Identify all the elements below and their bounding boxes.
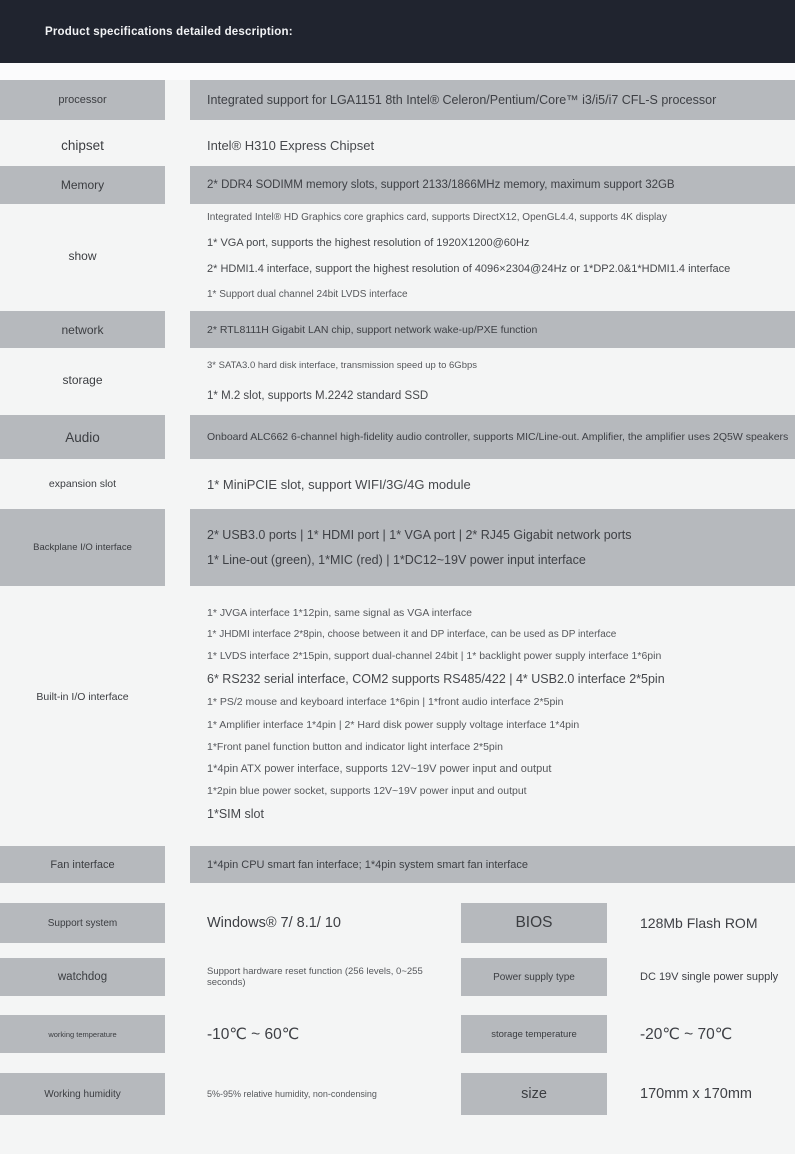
row-builtin-io-line: 1* PS/2 mouse and keyboard interface 1*6pin | 1*front audio interface 2*5pin (207, 696, 564, 709)
row-backplane-io-line: 2* USB3.0 ports | 1* HDMI port | 1* VGA port | 2* RJ45 Gigabit network ports (207, 528, 632, 542)
row-watchdog-value: Support hardware reset function (256 levels, 0~255 seconds) (207, 966, 423, 988)
row-storage-temperature-value: -20℃ ~ 70℃ (640, 1025, 733, 1043)
row-chipset-label: chipset (61, 137, 104, 153)
row-working-temperature-value: -10℃ ~ 60℃ (207, 1025, 300, 1043)
row-fan-interface (0, 846, 795, 883)
row-watchdog (0, 958, 795, 996)
row-memory (0, 166, 795, 204)
row-chipset (0, 124, 795, 166)
row-processor-value: Integrated support for LGA1151 8th Intel® Celeron/Pentium/Core™ i3/i5/i7 CFL-S processor (207, 93, 717, 107)
row-working-humidity (0, 1073, 795, 1115)
row-bios-value: 128Mb Flash ROM (640, 915, 758, 931)
row-builtin-io-line: 6* RS232 serial interface, COM2 supports RS485/422 | 4* USB2.0 interface 2*5pin (207, 672, 665, 687)
row-working-temperature-label: working temperature (0, 1015, 165, 1053)
row-backplane-io-line: 1* Line-out (green), 1*MIC (red) | 1*DC12~19V power input interface (207, 553, 586, 567)
row-builtin-io-line: 1* JVGA interface 1*12pin, same signal as VGA interface (207, 607, 472, 619)
row-audio-value: Onboard ALC662 6-channel high-fidelity audio controller, supports MIC/Line-out. Amplifier, the amplifier uses 2Q5W speakers (207, 431, 789, 443)
page-title: Product specifications detailed description: (45, 25, 293, 38)
row-working-humidity-value: 5%-95% relative humidity, non-condensing (207, 1089, 377, 1099)
row-power-supply-label: Power supply type (461, 958, 607, 996)
row-working-temperature (0, 1015, 795, 1053)
row-network-label: network (0, 311, 165, 348)
row-display-line: Integrated Intel® HD Graphics core graphics card, supports DirectX12, OpenGL4.4, supports 4K display (207, 212, 667, 223)
row-memory-label: Memory (0, 166, 165, 204)
row-display-line: 1* Support dual channel 24bit LVDS interface (207, 289, 408, 300)
header-separator (0, 63, 795, 80)
row-network (0, 311, 795, 348)
row-storage (0, 350, 795, 410)
row-builtin-io-line: 1* Amplifier interface 1*4pin | 2* Hard disk power supply voltage interface 1*4pin (207, 718, 580, 731)
row-power-supply-value: DC 19V single power supply (640, 971, 779, 983)
row-builtin-io (0, 587, 795, 839)
row-display-label: show (68, 249, 97, 263)
row-size-label: size (461, 1073, 607, 1115)
row-backplane-io (0, 509, 795, 586)
row-storage-line: 1* M.2 slot, supports M.2242 standard SSD (207, 390, 429, 402)
row-builtin-io-line: 1*4pin ATX power interface, supports 12V~19V power input and output (207, 762, 552, 775)
row-storage-temperature-label: storage temperature (461, 1015, 607, 1053)
row-memory-value: 2* DDR4 SODIMM memory slots, support 2133/1866MHz memory, maximum support 32GB (207, 179, 675, 191)
row-builtin-io-line: 1* LVDS interface 2*15pin, support dual-channel 24bit | 1* backlight power supply interface 1*6pin (207, 650, 662, 663)
row-fan-interface-value: 1*4pin CPU smart fan interface; 1*4pin system smart fan interface (207, 858, 528, 871)
row-expansion-slot-value: 1* MiniPCIE slot, support WIFI/3G/4G module (207, 476, 471, 492)
row-working-humidity-label: Working humidity (0, 1073, 165, 1115)
row-fan-interface-label: Fan interface (0, 846, 165, 883)
row-support-system (0, 903, 795, 943)
row-backplane-io-label: Backplane I/O interface (0, 509, 165, 586)
row-watchdog-label: watchdog (0, 958, 165, 996)
row-chipset-value: Intel® H310 Express Chipset (207, 137, 375, 153)
row-display-line: 1* VGA port, supports the highest resolution of 1920X1200@60Hz (207, 237, 530, 249)
row-processor-label: processor (0, 80, 165, 120)
row-audio (0, 415, 795, 459)
row-builtin-io-line: 1*2pin blue power socket, supports 12V~19V power input and output (207, 784, 527, 797)
row-support-system-value: Windows® 7/ 8.1/ 10 (207, 915, 341, 931)
row-network-value: 2* RTL8111H Gigabit LAN chip, support network wake-up/PXE function (207, 323, 538, 336)
row-expansion-slot-label: expansion slot (48, 478, 117, 490)
row-display (0, 204, 795, 308)
row-storage-label: storage (62, 373, 103, 387)
row-support-system-label: Support system (0, 903, 165, 943)
row-expansion-slot (0, 461, 795, 507)
page-header (0, 0, 795, 63)
row-builtin-io-line: 1*SIM slot (207, 806, 264, 821)
row-builtin-io-line: 1*Front panel function button and indicator light interface 2*5pin (207, 740, 503, 753)
row-builtin-io-label: Built-in I/O interface (36, 691, 129, 703)
row-processor (0, 80, 795, 120)
row-builtin-io-line: 1* JHDMI interface 2*8pin, choose between it and DP interface, can be used as DP interface (207, 629, 617, 641)
row-bios-label: BIOS (461, 903, 607, 943)
row-display-line: 2* HDMI1.4 interface, support the highest resolution of 4096×2304@24Hz or 1*DP2.0&1*HDMI1.4 interface (207, 263, 731, 275)
row-size-value: 170mm x 170mm (640, 1086, 753, 1102)
row-storage-line: 3* SATA3.0 hard disk interface, transmission speed up to 6Gbps (207, 360, 478, 371)
row-audio-label: Audio (0, 415, 165, 459)
